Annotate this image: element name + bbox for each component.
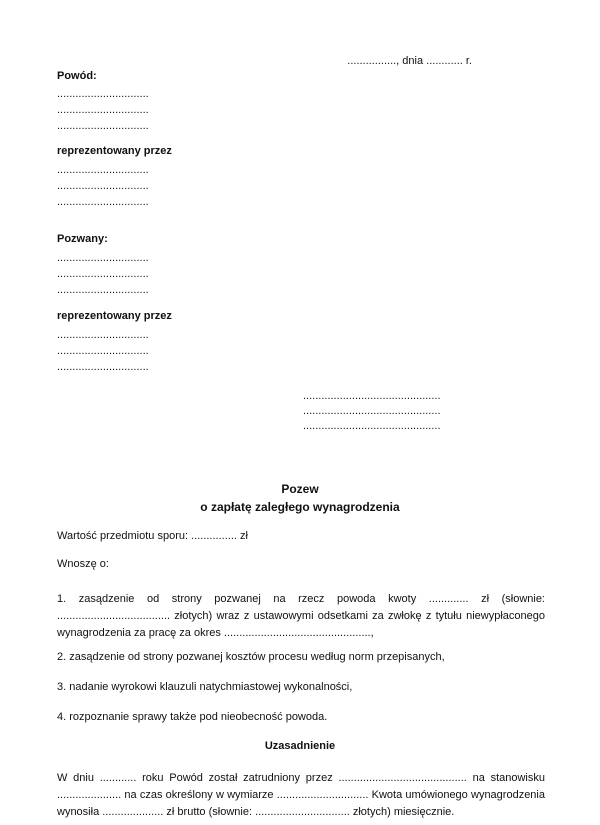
request-intro: Wnoszę o: xyxy=(57,558,109,570)
fill-line: ............................................. xyxy=(303,420,441,432)
fill-line: .............................. xyxy=(57,329,149,341)
fill-line: .............................. xyxy=(57,180,149,192)
document-title-line2: o zapłatę zaległego wynagrodzenia xyxy=(200,500,400,514)
fill-line: .............................. xyxy=(57,88,149,100)
claim-item-1: 1. zasądzenie od strony pozwanej na rzecz powoda kwoty ............. zł (słownie: ..................................... złotych) wraz z ustawowymi odsetkami za zwłokę z tytułu niewypłaconego wynagrodzenia za pracę za okres ................................................, xyxy=(57,593,545,639)
defendant-representative-fill-lines xyxy=(57,327,149,375)
fill-line: .............................. xyxy=(57,196,149,208)
fill-line: .............................. xyxy=(57,284,149,296)
plaintiff-label: Powód: xyxy=(57,70,97,82)
claim-item-2: 2. zasądzenie od strony pozwanej kosztów procesu według norm przepisanych, xyxy=(57,651,445,663)
plaintiff-representative-fill-lines xyxy=(57,162,149,210)
claim-item-4: 4. rozpoznanie sprawy także pod nieobecność powoda. xyxy=(57,711,328,723)
court-fill-lines xyxy=(303,389,441,434)
date-place-line: ................, dnia ............ r. xyxy=(347,55,472,67)
fill-line: ............................................. xyxy=(303,390,441,402)
fill-line: .............................. xyxy=(57,252,149,264)
fill-line: .............................. xyxy=(57,345,149,357)
defendant-representative-label: reprezentowany przez xyxy=(57,310,172,322)
justification-heading: Uzasadnienie xyxy=(264,740,336,752)
fill-line: .............................. xyxy=(57,268,149,280)
plaintiff-representative-label: reprezentowany przez xyxy=(57,145,172,157)
fill-line: .............................. xyxy=(57,104,149,116)
fill-line: ............................................. xyxy=(303,405,441,417)
plaintiff-fill-lines xyxy=(57,86,149,134)
claim-item-3: 3. nadanie wyrokowi klauzuli natychmiastowej wykonalności, xyxy=(57,681,353,693)
document-title xyxy=(0,480,600,516)
defendant-label: Pozwany: xyxy=(57,233,108,245)
justification-paragraph: W dniu ............ roku Powód został zatrudniony przez .......................................... na stanowisku ..................... na czas określony w wymiarze .............................. Kwota umówionego wynagrodzenia wynosiła .................... zł brutto (słownie: ............................... złotych) miesięcznie. xyxy=(57,772,545,818)
value-of-dispute-line: Wartość przedmiotu sporu: ............... zł xyxy=(57,530,248,542)
defendant-fill-lines xyxy=(57,250,149,298)
document-title-line1: Pozew xyxy=(281,482,319,496)
fill-line: .............................. xyxy=(57,120,149,132)
fill-line: .............................. xyxy=(57,164,149,176)
fill-line: .............................. xyxy=(57,361,149,373)
